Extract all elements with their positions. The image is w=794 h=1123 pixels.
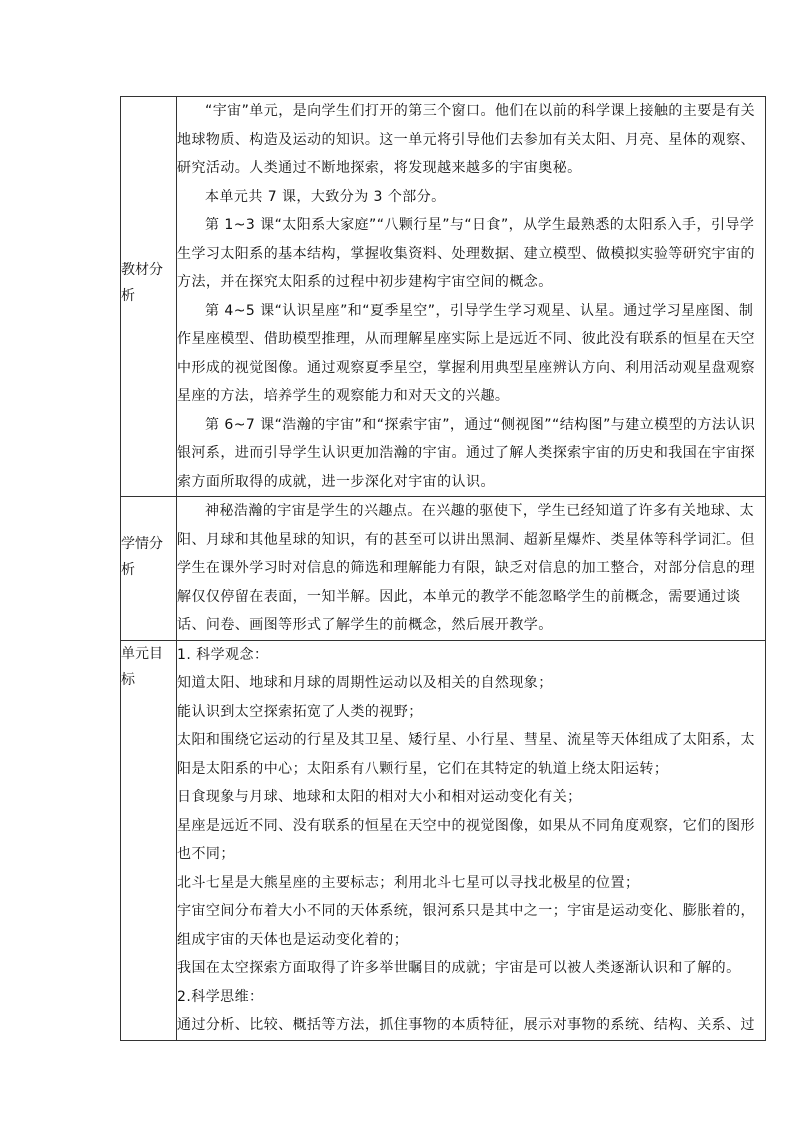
- table-row-student-analysis: [121, 497, 766, 641]
- textbook-analysis-content: [177, 97, 766, 497]
- section-heading: 2.科学思维：: [177, 988, 264, 1005]
- list-item: 知道太阳、地球和月球的周期性运动以及相关的自然现象；: [177, 675, 553, 691]
- paragraph: “宇宙”单元，是向学生们打开的第三个窗口。他们在以前的科学课上接触的主要是有关地球物质、构造及运动的知识。这一单元将引导他们去参加有关太阳、月亮、星体的观察、研究活动。人类通过不断地探索，将发现越来越多的宇宙奥秘。: [177, 103, 756, 176]
- list-item: 星座是远近不同、没有联系的恒星在天空中的视觉图像，如果从不同角度观察，它们的图形也不同；: [177, 817, 755, 862]
- list-item: 宇宙空间分布着大小不同的天体系统，银河系只是其中之一；宇宙是运动变化、膨胀着的，组成宇宙的天体也是运动变化着的；: [177, 903, 755, 948]
- paragraph: 神秘浩瀚的宇宙是学生的兴趣点。在兴趣的驱使下，学生已经知道了许多有关地球、太阳、月球和其他星球的知识，有的甚至可以讲出黑洞、超新星爆炸、类星体等科学词汇。但学生在课外学习时对信息的筛选和理解能力有限，缺乏对信息的加工整合，对部分信息的理解仅仅停留在表面，一知半解。因此，本单元的教学不能忽略学生的前概念，需要通过谈话、问卷、画图等形式了解学生的前概念，然后展开教学。: [177, 503, 755, 633]
- list-item: 我国在太空探索方面取得了许多举世瞩目的成就；宇宙是可以被人类逐渐认识和了解的。: [177, 960, 741, 976]
- table-row-textbook-analysis: [121, 97, 766, 497]
- section-heading: 1. 科学观念：: [177, 646, 269, 663]
- table-row-unit-goals: [121, 640, 766, 1040]
- row-label-textbook-analysis: 教材分析: [121, 97, 177, 497]
- paragraph: 本单元共 7 课，大致分为 3 个部分。: [205, 188, 446, 205]
- list-item: 太阳和围绕它运动的行星及其卫星、矮行星、小行星、彗星、流星等天体组成了太阳系，太阳是太阳系的中心；太阳系有八颗行星，它们在其特定的轨道上绕太阳运转；: [177, 732, 755, 777]
- paragraph: 第 6~7 课“浩瀚的宇宙”和“探索宇宙”，通过“侧视图”“结构图”与建立模型的方法认识银河系，进而引导学生认识更加浩瀚的宇宙。通过了解人类探索宇宙的历史和我国在宇宙探索方面所取得的成就，进一步深化对宇宙的认识。: [177, 416, 756, 490]
- student-analysis-content: [177, 497, 766, 641]
- list-item: 能认识到太空探索拓宽了人类的视野；: [177, 703, 423, 720]
- unit-analysis-table: [120, 96, 766, 1041]
- list-item: 日食现象与月球、地球和太阳的相对大小和相对运动变化有关；: [177, 789, 582, 805]
- list-item: 北斗七星是大熊星座的主要标志；利用北斗七星可以寻找北极星的位置；: [177, 874, 640, 891]
- paragraph: 第 1~3 课“太阳系大家庭”“八颗行星”与“日食”，从学生最熟悉的太阳系入手，引导学生学习太阳系的基本结构，掌握收集资料、处理数据、建立模型、做模拟实验等研究宇宙的方法，并在探究太阳系的过程中初步建构宇宙空间的概念。: [177, 217, 755, 290]
- row-label-unit-goals: 单元目标: [121, 640, 177, 1040]
- paragraph: 第 4~5 课“认识星座”和“夏季星空”，引导学生学习观星、认星。通过学习星座图、制作星座模型、借助模型推理，从而理解星座实际上是远近不同、彼此没有联系的恒星在天空中形成的视觉图像。通过观察夏季星空，掌握利用典型星座辨认方向、利用活动观星盘观察星座的方法，培养学生的观察能力和对天文的兴趣。: [177, 302, 755, 404]
- list-item: 通过分析、比较、概括等方法，抓住事物的本质特征，展示对事物的系统、结构、关系、过: [177, 1017, 755, 1033]
- row-label-student-analysis: 学情分析: [121, 497, 177, 641]
- unit-goals-content: [177, 640, 766, 1040]
